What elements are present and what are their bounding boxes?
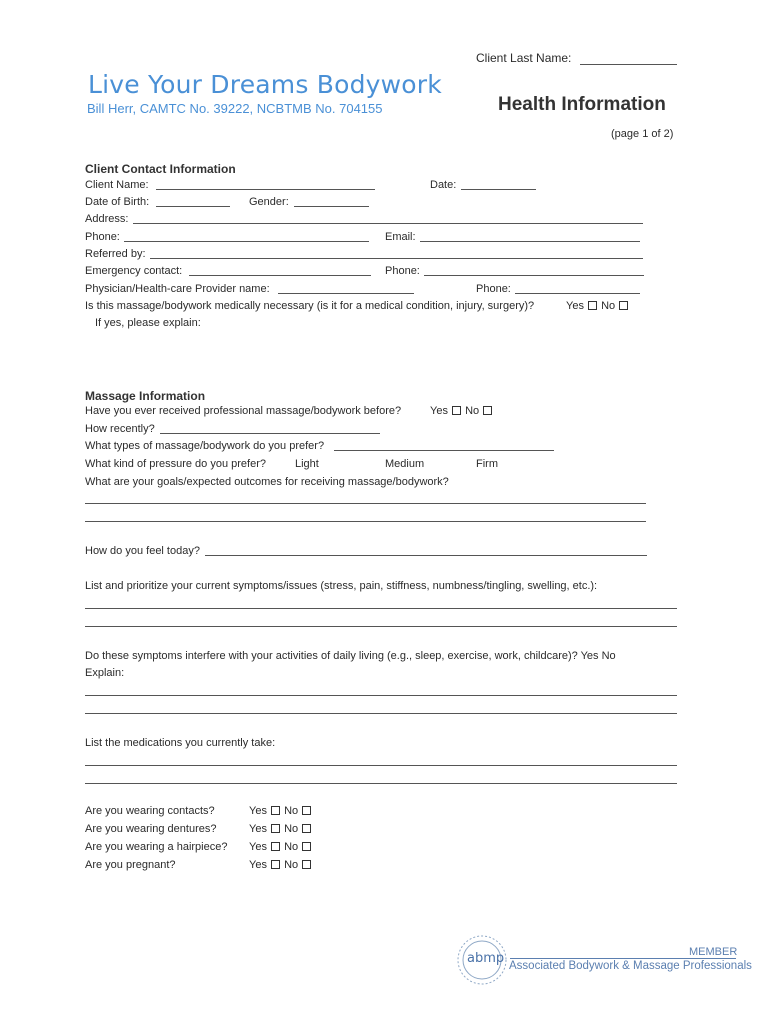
question-text: Are you wearing a hairpiece? (85, 841, 228, 853)
question-answers (249, 823, 312, 836)
physician-field[interactable] (278, 293, 414, 294)
no-label: No (465, 405, 480, 417)
question-answers (249, 859, 312, 872)
yes-checkbox[interactable] (271, 860, 280, 869)
received-yes-checkbox[interactable] (452, 406, 461, 415)
interfere-explain-label: Explain: (85, 667, 125, 679)
yes-checkbox[interactable] (271, 842, 280, 851)
yes-checkbox[interactable] (271, 824, 280, 833)
gender-label: Gender: (249, 196, 289, 208)
physician-phone-label: Phone: (476, 283, 511, 295)
page-number: (page 1 of 2) (611, 128, 674, 140)
yes-label: Yes (430, 405, 448, 417)
explain-line-1[interactable] (85, 695, 677, 696)
explain-line-2[interactable] (85, 713, 677, 714)
received-no-checkbox[interactable] (483, 406, 492, 415)
symptoms-line-1[interactable] (85, 608, 677, 609)
pressure-label: What kind of pressure do you prefer? (85, 458, 266, 470)
abmp-logo-text: abmp (467, 951, 505, 966)
emergency-label: Emergency contact: (85, 265, 183, 277)
pressure-light[interactable]: Light (295, 458, 319, 470)
phone-label: Phone: (85, 231, 120, 243)
massage-heading: Massage Information (85, 389, 206, 403)
yes-label: Yes (249, 841, 267, 853)
feel-field[interactable] (205, 555, 647, 556)
medical-no-checkbox[interactable] (619, 301, 628, 310)
physician-label: Physician/Health-care Provider name: (85, 283, 270, 295)
types-label: What types of massage/bodywork do you prefer? (85, 440, 325, 452)
emergency-phone-label: Phone: (385, 265, 420, 277)
symptoms-label: List and prioritize your current symptoms/issues (stress, pain, stiffness, numbness/tingling, swelling, etc.): (85, 580, 598, 592)
contact-heading: Client Contact Information (85, 162, 236, 176)
credentials: Bill Herr, CAMTC No. 39222, NCBTMB No. 704155 (87, 101, 383, 116)
medical-yes-no (566, 300, 629, 313)
meds-line-2[interactable] (85, 783, 677, 784)
recently-field[interactable] (160, 433, 380, 434)
no-checkbox[interactable] (302, 860, 311, 869)
question-answers (249, 841, 312, 854)
question-answers (249, 805, 312, 818)
referred-field[interactable] (150, 258, 643, 259)
no-label: No (284, 859, 299, 871)
goals-line-2[interactable] (85, 521, 646, 522)
org-name: Associated Bodywork & Massage Professionals (509, 960, 752, 972)
yes-label: Yes (249, 823, 267, 835)
no-label: No (601, 300, 616, 312)
interfere-question: Do these symptoms interfere with your activities of daily living (e.g., sleep, exercise, work, childcare)? Yes No (85, 650, 616, 662)
no-checkbox[interactable] (302, 806, 311, 815)
address-label: Address: (85, 213, 129, 225)
recently-label: How recently? (85, 423, 155, 435)
no-label: No (284, 841, 299, 853)
question-text: Are you wearing dentures? (85, 823, 217, 835)
goals-line-1[interactable] (85, 503, 646, 504)
member-label: MEMBER (689, 946, 738, 958)
question-text: Are you wearing contacts? (85, 805, 215, 817)
no-checkbox[interactable] (302, 824, 311, 833)
dob-field[interactable] (156, 206, 230, 207)
no-label: No (284, 805, 299, 817)
explain-label: If yes, please explain: (95, 317, 201, 329)
email-field[interactable] (420, 241, 640, 242)
physician-phone-field[interactable] (515, 293, 640, 294)
received-question: Have you ever received professional massage/bodywork before? (85, 405, 402, 417)
email-label: Email: (385, 231, 416, 243)
phone-field[interactable] (124, 241, 369, 242)
medical-yes-checkbox[interactable] (588, 301, 597, 310)
question-text: Are you pregnant? (85, 859, 176, 871)
pressure-medium[interactable]: Medium (385, 458, 425, 470)
client-name-label: Client Name: (85, 179, 149, 191)
meds-label: List the medications you currently take: (85, 737, 276, 749)
medical-question: Is this massage/bodywork medically necessary (is it for a medical condition, injury, surgery)? (85, 300, 535, 312)
pressure-firm[interactable]: Firm (476, 458, 498, 470)
page-title: Health Information (498, 94, 666, 115)
client-name-field[interactable] (156, 189, 375, 190)
emergency-field[interactable] (189, 275, 371, 276)
dob-label: Date of Birth: (85, 196, 150, 208)
meds-line-1[interactable] (85, 765, 677, 766)
footer-divider (510, 958, 736, 959)
client-last-name-label: Client Last Name: (476, 51, 572, 65)
no-checkbox[interactable] (302, 842, 311, 851)
referred-label: Referred by: (85, 248, 146, 260)
feel-label: How do you feel today? (85, 545, 200, 557)
abmp-logo (456, 934, 508, 986)
received-yes-no (430, 405, 493, 418)
emergency-phone-field[interactable] (424, 275, 644, 276)
symptoms-line-2[interactable] (85, 626, 677, 627)
date-label: Date: (430, 179, 457, 191)
date-field[interactable] (461, 189, 536, 190)
yes-label: Yes (566, 300, 584, 312)
no-label: No (284, 823, 299, 835)
gender-field[interactable] (294, 206, 369, 207)
client-last-name-field[interactable] (580, 64, 677, 65)
goals-label: What are your goals/expected outcomes for receiving massage/bodywork? (85, 476, 449, 488)
yes-label: Yes (249, 805, 267, 817)
brand-name: Live Your Dreams Bodywork (88, 70, 442, 99)
address-field[interactable] (133, 223, 643, 224)
types-field[interactable] (334, 450, 554, 451)
yes-label: Yes (249, 859, 267, 871)
yes-checkbox[interactable] (271, 806, 280, 815)
